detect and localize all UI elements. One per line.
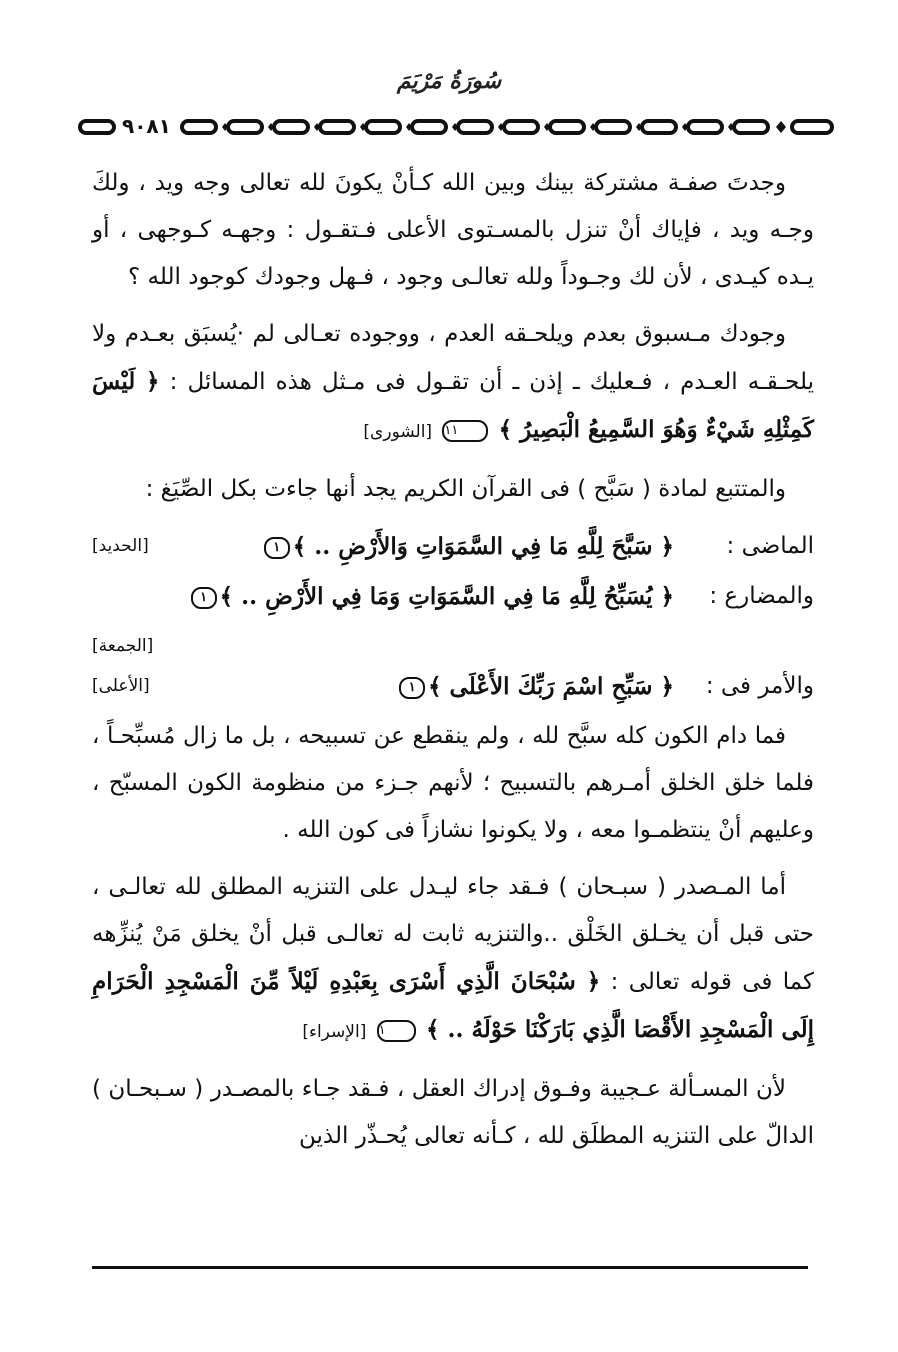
verse-text: ﴿ سَبَّحَ لِلَّهِ مَا فِي السَّمَوَاتِ وَالأَرْضِ .. ﴾ bbox=[292, 533, 674, 560]
paragraph: فما دام الكون كله سبَّح لله ، ولم ينقطع عن تسبيحه ، بل ما زال مُسبِّحـاً ، فلما خلق الخلق أمـرهم بالتسبيح ؛ لأنهم جـزء من منظومة الكون المسبّح ، وعليهم أنْ ينتظمـوا معه ، ولا يكونوا نشازاً فى كون الله . bbox=[92, 723, 814, 843]
quran-verse bbox=[261, 523, 674, 570]
surah-title: سُورَةُ مَرْيَمَ bbox=[396, 68, 502, 94]
paragraph: وجدتَ صفـة مشتركة بينك وبين الله كـأنْ يكونَ لله تعالى وجه ويد ، ولكَ وجـه ويد ، فإياك أنْ تنزل بالمسـتوى الأعلى فـتقـول : وجهـه كـوجهى ، أو يـده كيـدى ، لأن لك وجـوداً ولله تعالـى وجود ، فـهل وجودك كوجود الله ؟ bbox=[92, 170, 814, 290]
page-number: ٩٠٨١ bbox=[118, 114, 175, 138]
paragraph bbox=[92, 864, 814, 1056]
verse-line-past bbox=[92, 523, 814, 573]
paragraph: والمتتبع لمادة ( سَبَّح ) فى القرآن الكريم يجد أنها جاءت بكل الصِّيَغ : bbox=[145, 476, 786, 502]
verse-text: ﴿ سَبِّحِ اسْمَ رَبِّكَ الأَعْلَى ﴾ bbox=[428, 673, 674, 700]
ayah-number: ١ bbox=[191, 587, 217, 609]
verse-label: الماضى : bbox=[726, 533, 814, 559]
verse-text: ﴿ يُسَبِّحُ لِلَّهِ مَا فِي السَّمَوَاتِ وَمَا فِي الأَرْضِ .. ﴾ bbox=[219, 583, 674, 610]
surah-reference: [الشورى] bbox=[363, 422, 433, 442]
verse-label: والمضارع : bbox=[709, 583, 814, 609]
footer-rule bbox=[92, 1266, 808, 1269]
ayah-number: ١١ bbox=[442, 420, 488, 442]
ayah-number: ١ bbox=[377, 1020, 416, 1042]
verse-reference-line bbox=[92, 623, 814, 663]
verse-label: والأمر فى : bbox=[705, 673, 814, 699]
paragraph bbox=[92, 311, 814, 456]
verse-line-present bbox=[92, 573, 814, 623]
quran-verse: ﴿ سُبْحَانَ الَّذِي أَسْرَى بِعَبْدِهِ لَيْلاً مِّنَ الْمَسْجِدِ الْحَرَامِ إِلَى الْمَسْجِدِ الأَقْصَا الَّذِي بَارَكْنَا حَوْلَهُ .. ﴾ bbox=[92, 968, 814, 1043]
paragraph-text: وجودك مـسبوق بعدم ويلحـقه العدم ، ووجوده تعـالى لم ·يُسبَق بعـدم ولا يلحـقـه العـدم ، فـعليك ـ إذن ـ أن تقـول فى مـثل هذه المسائل : bbox=[92, 321, 815, 395]
paragraph: لأن المسـألة عـجيبة وفـوق إدراك العقل ، فـقد جـاء بالمصـدر ( سـبحـان ) الدالّ على التنزيه المطلَق لله ، كـأنه تعالى يُحـذّر الذين bbox=[92, 1076, 814, 1149]
ayah-number: ١ bbox=[399, 677, 425, 699]
decorative-header-border bbox=[72, 112, 842, 142]
surah-reference: [الأعلى] bbox=[92, 676, 150, 696]
quran-verse bbox=[188, 573, 674, 620]
quran-verse: ﴿ لَيْسَ كَمِثْلِهِ شَيْءٌ وَهُوَ السَّمِيعُ الْبَصِيرُ ﴾ bbox=[92, 368, 814, 443]
verse-line-imperative bbox=[92, 663, 814, 713]
surah-reference: [الإسراء] bbox=[302, 1022, 367, 1042]
quran-verse bbox=[396, 663, 674, 710]
surah-reference: [الحديد] bbox=[92, 536, 149, 556]
paragraph-text: أما المـصدر ( سبـحان ) فـقد جاء ليـدل على التنزيه المطلق لله تعالـى ، حتى قبل أن يخـلق الخَلْق ..والتنزيه ثابت له تعالـى قبل أنْ يخلق مَنْ يُنزِّهه كما فى قوله تعالى : bbox=[92, 874, 815, 995]
surah-reference: [الجمعة] bbox=[92, 636, 154, 656]
ayah-number: ١ bbox=[264, 537, 290, 559]
page-body bbox=[92, 160, 814, 1170]
